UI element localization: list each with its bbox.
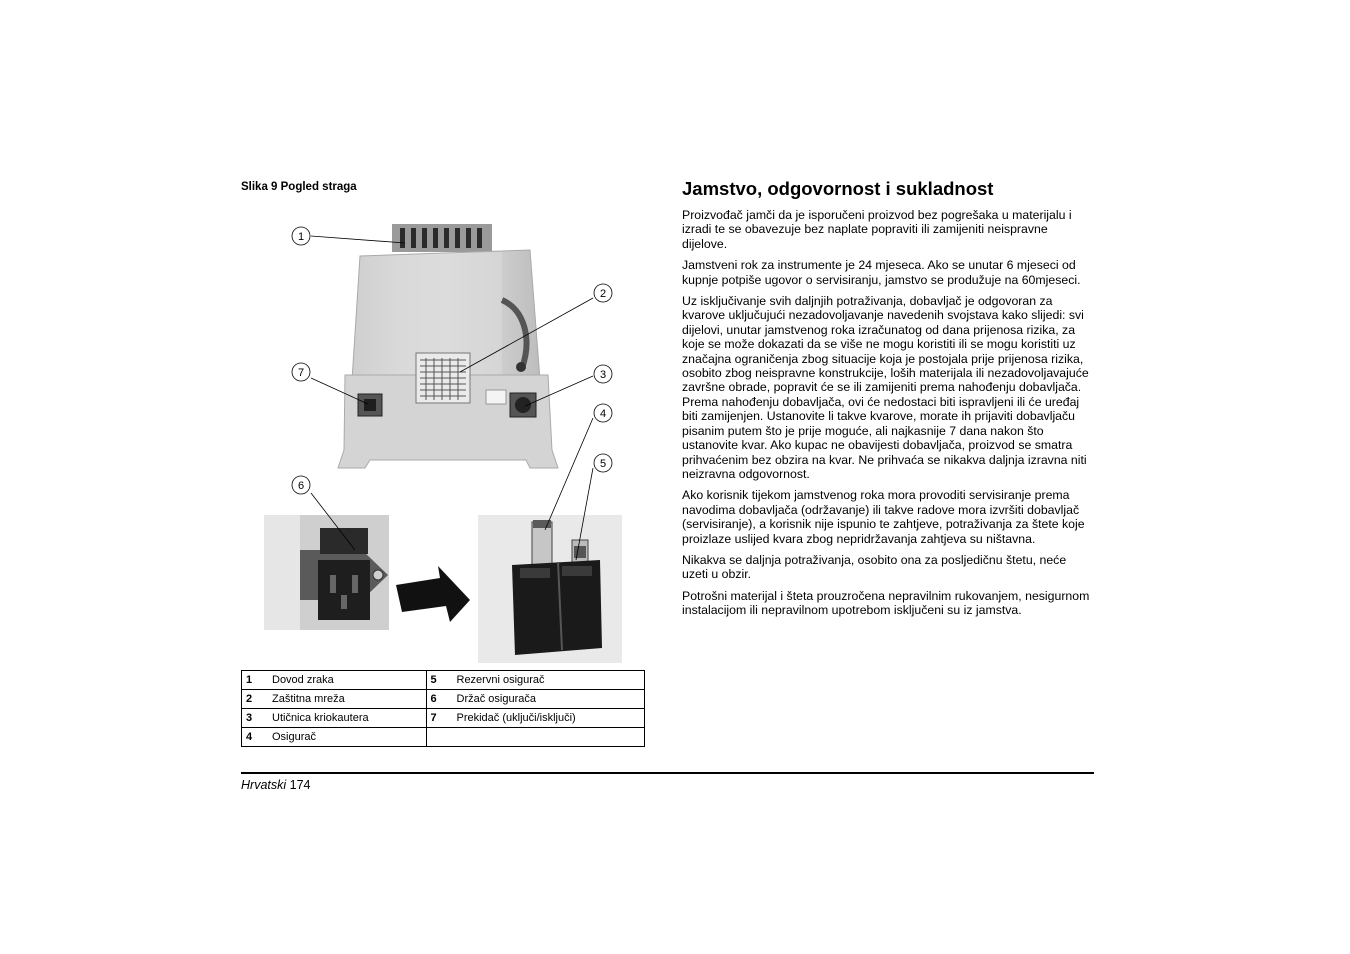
table-row [242, 690, 645, 709]
page-number: 174 [289, 778, 311, 792]
callout-6: 6 [297, 480, 305, 492]
fuse-module-photo [264, 515, 389, 630]
legend-number: 3 [242, 709, 269, 728]
figure-legend-table [241, 670, 645, 747]
device-rear-photo [338, 224, 558, 468]
legend-text: Osigurač [268, 728, 426, 747]
legend-text: Utičnica kriokautera [268, 709, 426, 728]
footer-divider [241, 772, 1094, 774]
fuse-holder-photo [478, 515, 622, 663]
figure-caption: Slika 9 Pogled straga [241, 181, 357, 193]
paragraph: Jamstveni rok za instrumente je 24 mjeseca. Ako se unutar 6 mjeseci od kupnje potpiše ugovor o servisiranju, jamstvo se produžuje na 60mjeseci. [682, 258, 1081, 287]
callout-2: 2 [599, 288, 607, 300]
table-row [242, 671, 645, 690]
paragraph: Nikakva se daljnja potraživanja, osobito ona za posljedičnu štetu, neće uzeti u obzir. [682, 552, 1067, 582]
paragraph: Uz isključivanje svih daljnjih potraživanja, dobavljač je odgovoran za kvarove uključujući nezadovoljavanje navedenih svojstava kako slijedi: svi dijelovi, unutar jamstvenog roka izračunatog od dana prijenosa rizika, za koje se može dokazati da se više ne mogu koristiti ili se mogu koristiti uz značajna ograničenja zbog situacije koja je postojala prije prijenosa rizika, osobito zbog neispravne konstrukcije, loših materijala ili nezadovoljavajuće završne obrade, popravit će se ili zamijeniti prema nahođenju dobavljača. Prema nahođenju dobavljača, ovi će nedostaci biti ispravljeni ili će uređaj biti zamijenjen. Ustanovite li takve kvarove, morate ih prijaviti dobavljaču pisanim putem što je prije moguće, ali najkasnije 7 dana nakon što ustanovite kvar. Ako kupac ne obavijesti dobavljača, proizvod se smatra prihvaćenim bez obzira na kvar. Ne prihvaća se nikakva daljnja izravna niti neizravna odgovornost. [682, 294, 1089, 481]
legend-number: 4 [242, 728, 269, 747]
paragraph: Potrošni materijal i šteta prouzročena nepravilnim rukovanjem, nesigurnom instalacijom ili nepravilnom upotrebom isključeni su iz jamstva. [682, 588, 1090, 618]
page-footer [241, 778, 311, 792]
paragraph: Proizvođač jamči da je isporučeni proizvod bez pogrešaka u materijalu i izradi te se obavezuje bez naplate popraviti ili zamijeniti neispravne dijelove. [682, 208, 1072, 251]
callout-4: 4 [599, 408, 607, 420]
table-row [242, 709, 645, 728]
callout-3: 3 [599, 369, 607, 381]
legend-number: 2 [242, 690, 269, 709]
footer-language: Hrvatski [241, 778, 287, 792]
legend-number: 7 [426, 709, 453, 728]
legend-text [453, 728, 645, 747]
callout-1: 1 [297, 231, 305, 243]
legend-number: 1 [242, 671, 269, 690]
callout-7: 7 [297, 367, 305, 379]
legend-text: Zaštitna mreža [268, 690, 426, 709]
callout-5: 5 [599, 458, 607, 470]
legend-number: 5 [426, 671, 453, 690]
legend-text: Držač osigurača [453, 690, 645, 709]
arrow-icon [396, 566, 470, 622]
legend-text: Dovod zraka [268, 671, 426, 690]
legend-text: Rezervni osigurač [453, 671, 645, 690]
paragraph: Ako korisnik tijekom jamstvenog roka mora provoditi servisiranje prema navodima dobavljača (održavanje) ili takve radove mora izvršiti dobavljač (servisiranje), a korisnik nije ispunio te zahtjeve, potraživanja za štete koje proizlaze uslijed kvara zbog nepridržavanja zahtjeva su ništavna. [682, 488, 1085, 546]
legend-number [426, 728, 453, 747]
warranty-section [682, 178, 1094, 625]
table-row [242, 728, 645, 747]
legend-number: 6 [426, 690, 453, 709]
rear-view-illustration [240, 210, 650, 670]
legend-text: Prekidač (uključi/isključi) [453, 709, 645, 728]
section-title: Jamstvo, odgovornost i sukladnost [682, 178, 994, 199]
rear-view-figure [240, 210, 650, 670]
